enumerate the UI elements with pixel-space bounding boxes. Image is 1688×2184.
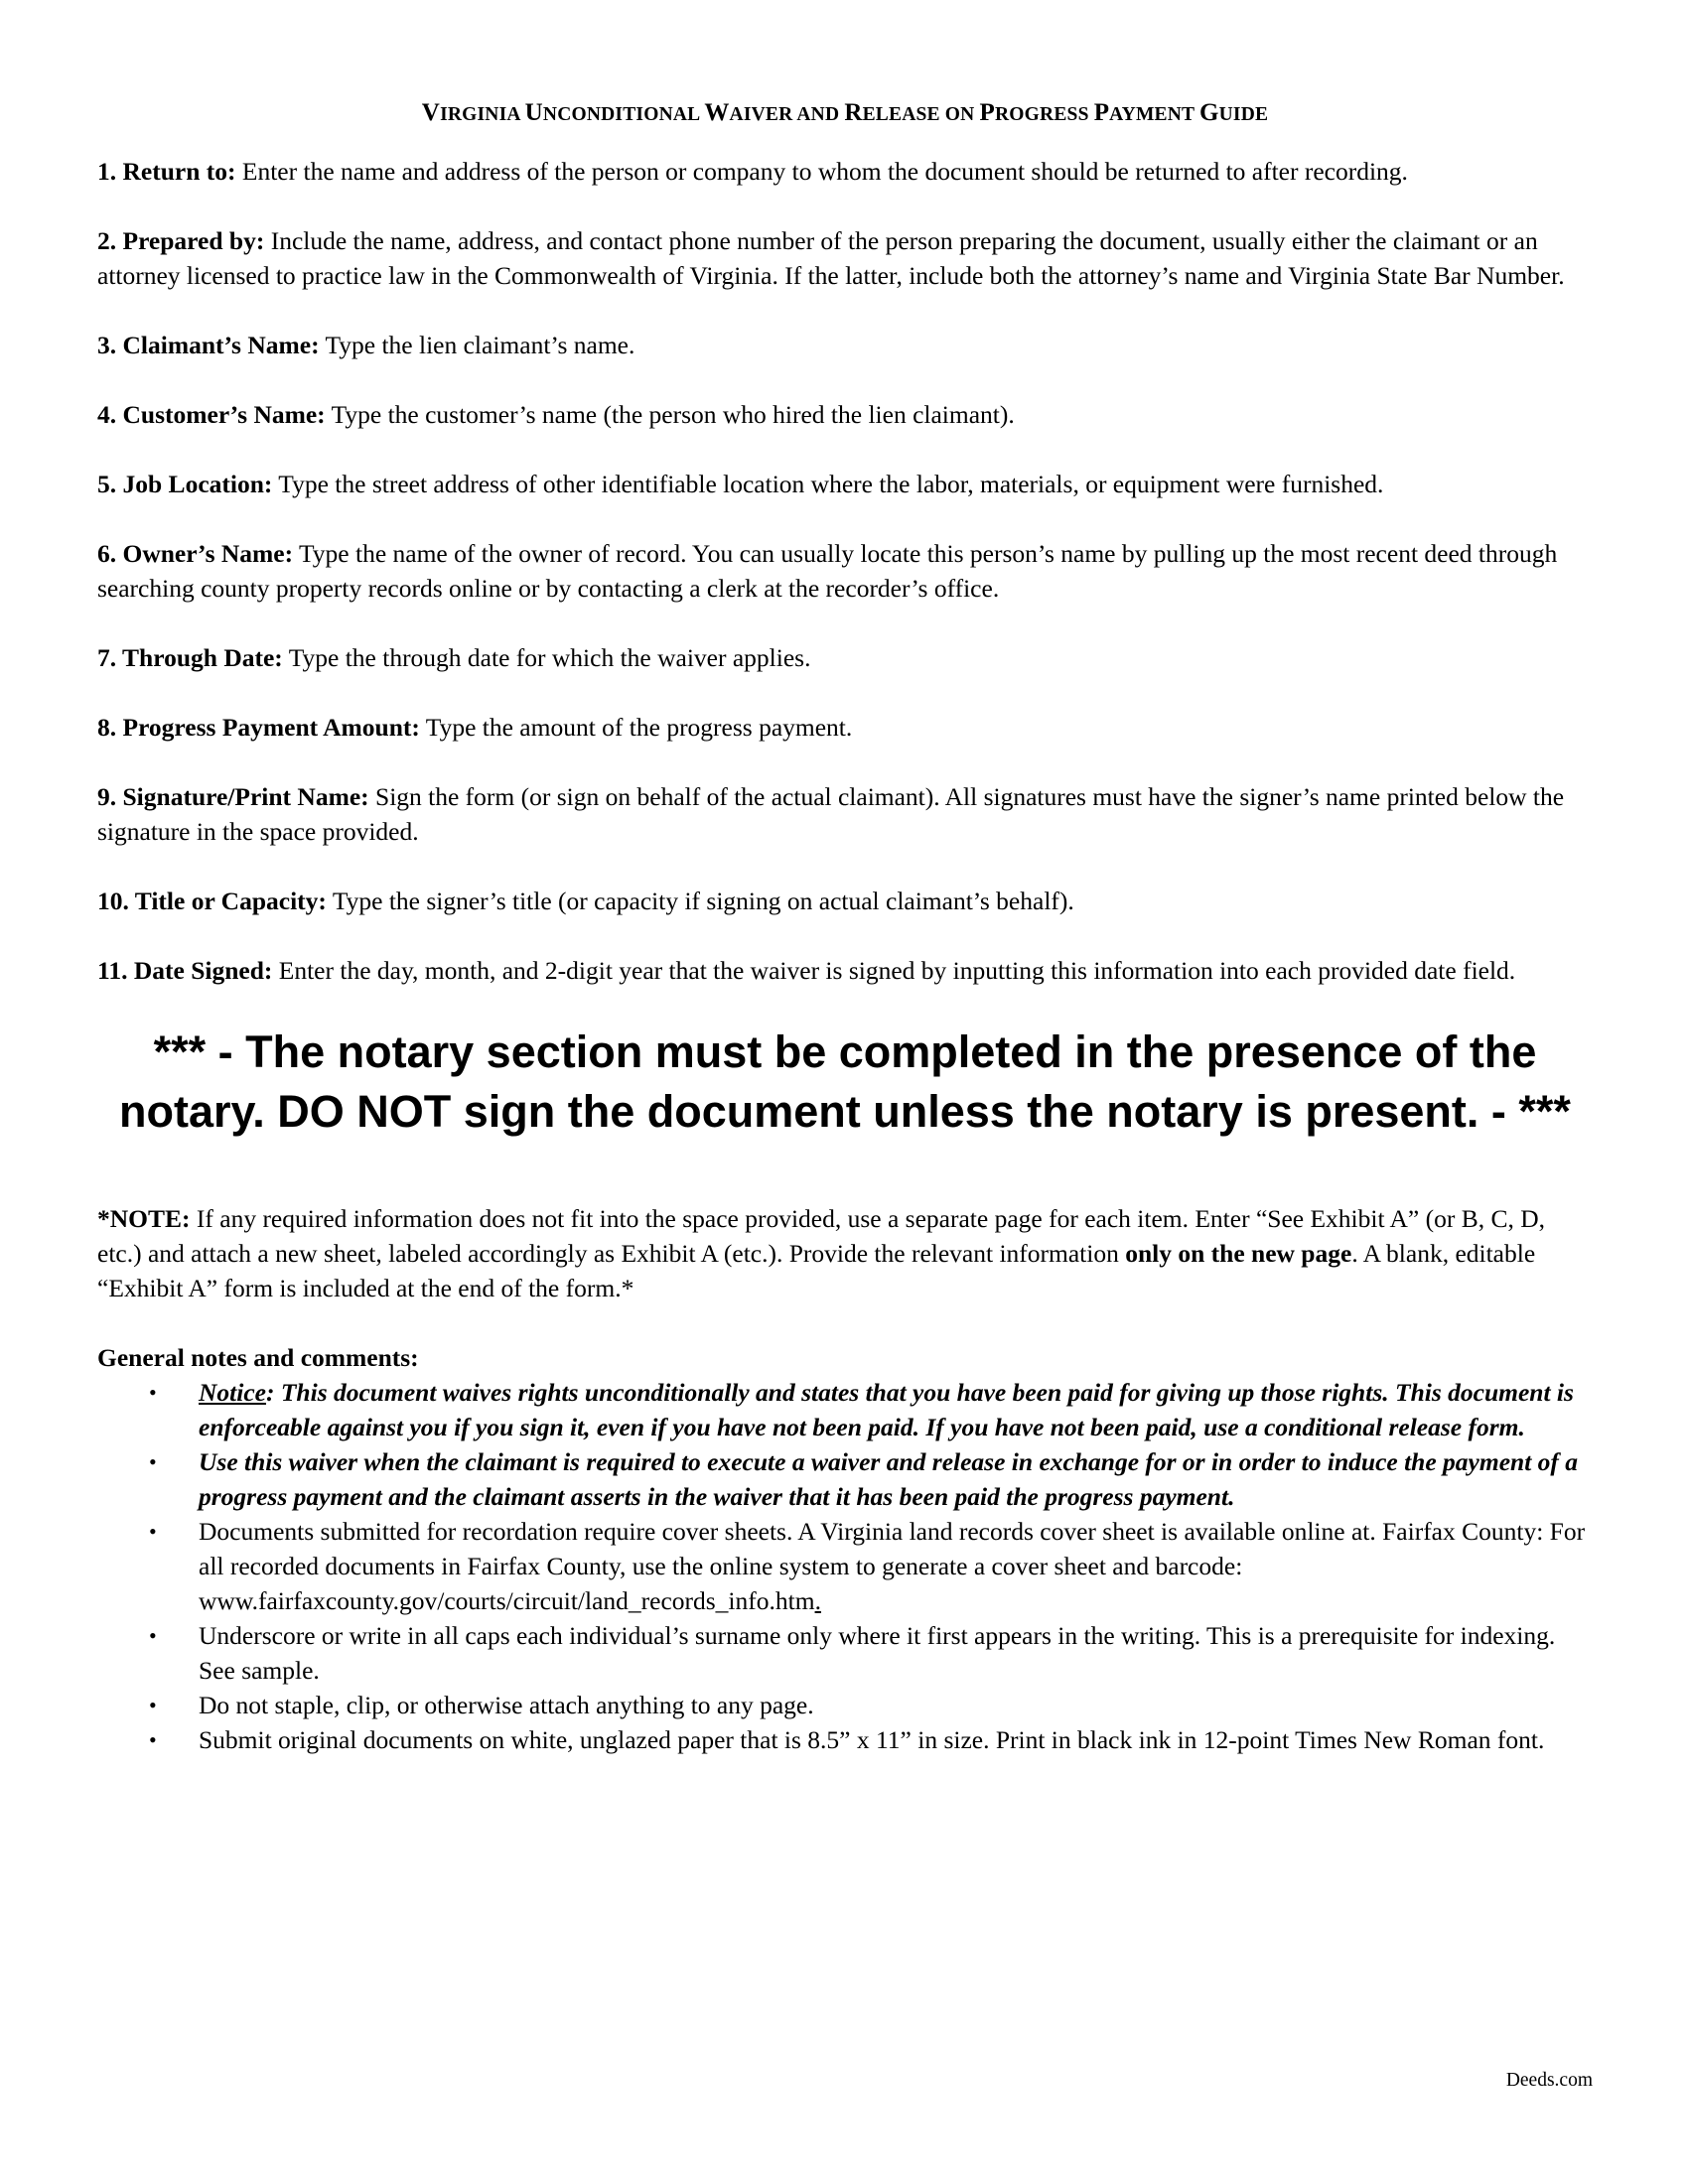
notary-warning: *** - The notary section must be completed in the presence of the notary. DO NOT sign the document unless the notary is present. - *** xyxy=(119,1025,1571,1137)
bullet-icon: • xyxy=(149,1726,157,1752)
list-item: • Documents submitted for recordation require cover sheets. A Virginia land records cover sheet is available online at. Fairfax County: For all recorded documents in Fairfax County, use the online system to generate a cover sheet and barcode: www.fairfaxcounty.gov/courts/circuit/land_records_info.htm. xyxy=(97,1514,1593,1618)
guide-item-return-to: 1. Return to: Enter the name and address of the person or company to whom the document should be returned to after recording. xyxy=(97,156,1408,186)
list-item: • Submit original documents on white, unglazed paper that is 8.5” x 11” in size. Print in black ink in 12-point Times New Roman font. xyxy=(97,1722,1593,1757)
bullet-icon: • xyxy=(149,1622,157,1648)
guide-item-date-signed: 11. Date Signed: Enter the day, month, and 2-digit year that the waiver is signed by inputting this information into each provided date field. xyxy=(97,955,1516,985)
guide-item-owner-name: 6. Owner’s Name: Type the name of the owner of record. You can usually locate this person’s name by pulling up the most recent deed through searching county property records online or by contacting a clerk at the recorder’s office. xyxy=(97,538,1558,603)
general-notes-heading: General notes and comments: xyxy=(97,1342,419,1372)
list-item: • Use this waiver when the claimant is required to execute a waiver and release in exchange for or in order to induce the payment of a progress payment and the claimant asserts in the waiver that it has been paid the progress payment. xyxy=(97,1444,1593,1514)
guide-item-job-location: 5. Job Location: Type the street address of other identifiable location where the labor, materials, or equipment were furnished. xyxy=(97,469,1384,498)
bullet-icon: • xyxy=(149,1379,157,1405)
exhibit-note: *NOTE: If any required information does not fit into the space provided, use a separate page for each item. Enter “See Exhibit A” (or B, C, D, etc.) and attach a new sheet, labeled accordingly as Exhibit A (etc.). Provide the relevant information only on the new page. A blank, editable “Exhibit A” form is included at the end of the form.* xyxy=(97,1203,1546,1302)
guide-item-payment-amount: 8. Progress Payment Amount: Type the amount of the progress payment. xyxy=(97,712,853,742)
document-page xyxy=(97,97,1593,1757)
bullet-icon: • xyxy=(149,1692,157,1717)
list-item: • Notice: This document waives rights unconditionally and states that you have been paid for giving up those rights. This document is enforceable against you if you sign it, even if you have not been paid. If you have not been paid, use a conditional release form. xyxy=(97,1375,1593,1444)
guide-item-prepared-by: 2. Prepared by: Include the name, address, and contact phone number of the person preparing the document, usually either the claimant or an attorney licensed to practice law in the Commonwealth of Virginia. If the latter, include both the attorney’s name and Virginia State Bar Number. xyxy=(97,225,1565,290)
bullet-icon: • xyxy=(149,1518,157,1544)
guide-item-customer-name: 4. Customer’s Name: Type the customer’s name (the person who hired the lien claimant). xyxy=(97,399,1015,429)
guide-item-signature: 9. Signature/Print Name: Sign the form (or sign on behalf of the actual claimant). All signatures must have the signer’s name printed below the signature in the space provided. xyxy=(97,781,1565,846)
list-item: • Do not staple, clip, or otherwise attach anything to any page. xyxy=(97,1688,1593,1722)
bullet-icon: • xyxy=(149,1448,157,1474)
guide-item-claimant-name: 3. Claimant’s Name: Type the lien claimant’s name. xyxy=(97,330,635,359)
footer-brand: Deeds.com xyxy=(1505,2070,1593,2091)
guide-item-through-date: 7. Through Date: Type the through date for which the waiver applies. xyxy=(97,642,811,672)
document-title: VIRGINIA UNCONDITIONAL WAIVER AND RELEASE ON PROGRESS PAYMENT GUIDE xyxy=(421,99,1269,126)
link-underscore[interactable]: . xyxy=(814,1585,821,1615)
guide-item-title-capacity: 10. Title or Capacity: Type the signer’s title (or capacity if signing on actual claimant’s behalf). xyxy=(97,886,1074,915)
general-notes-list xyxy=(97,1375,1593,1757)
list-item: • Underscore or write in all caps each individual’s surname only where it first appears in the writing. This is a prerequisite for indexing. See sample. xyxy=(97,1618,1593,1688)
